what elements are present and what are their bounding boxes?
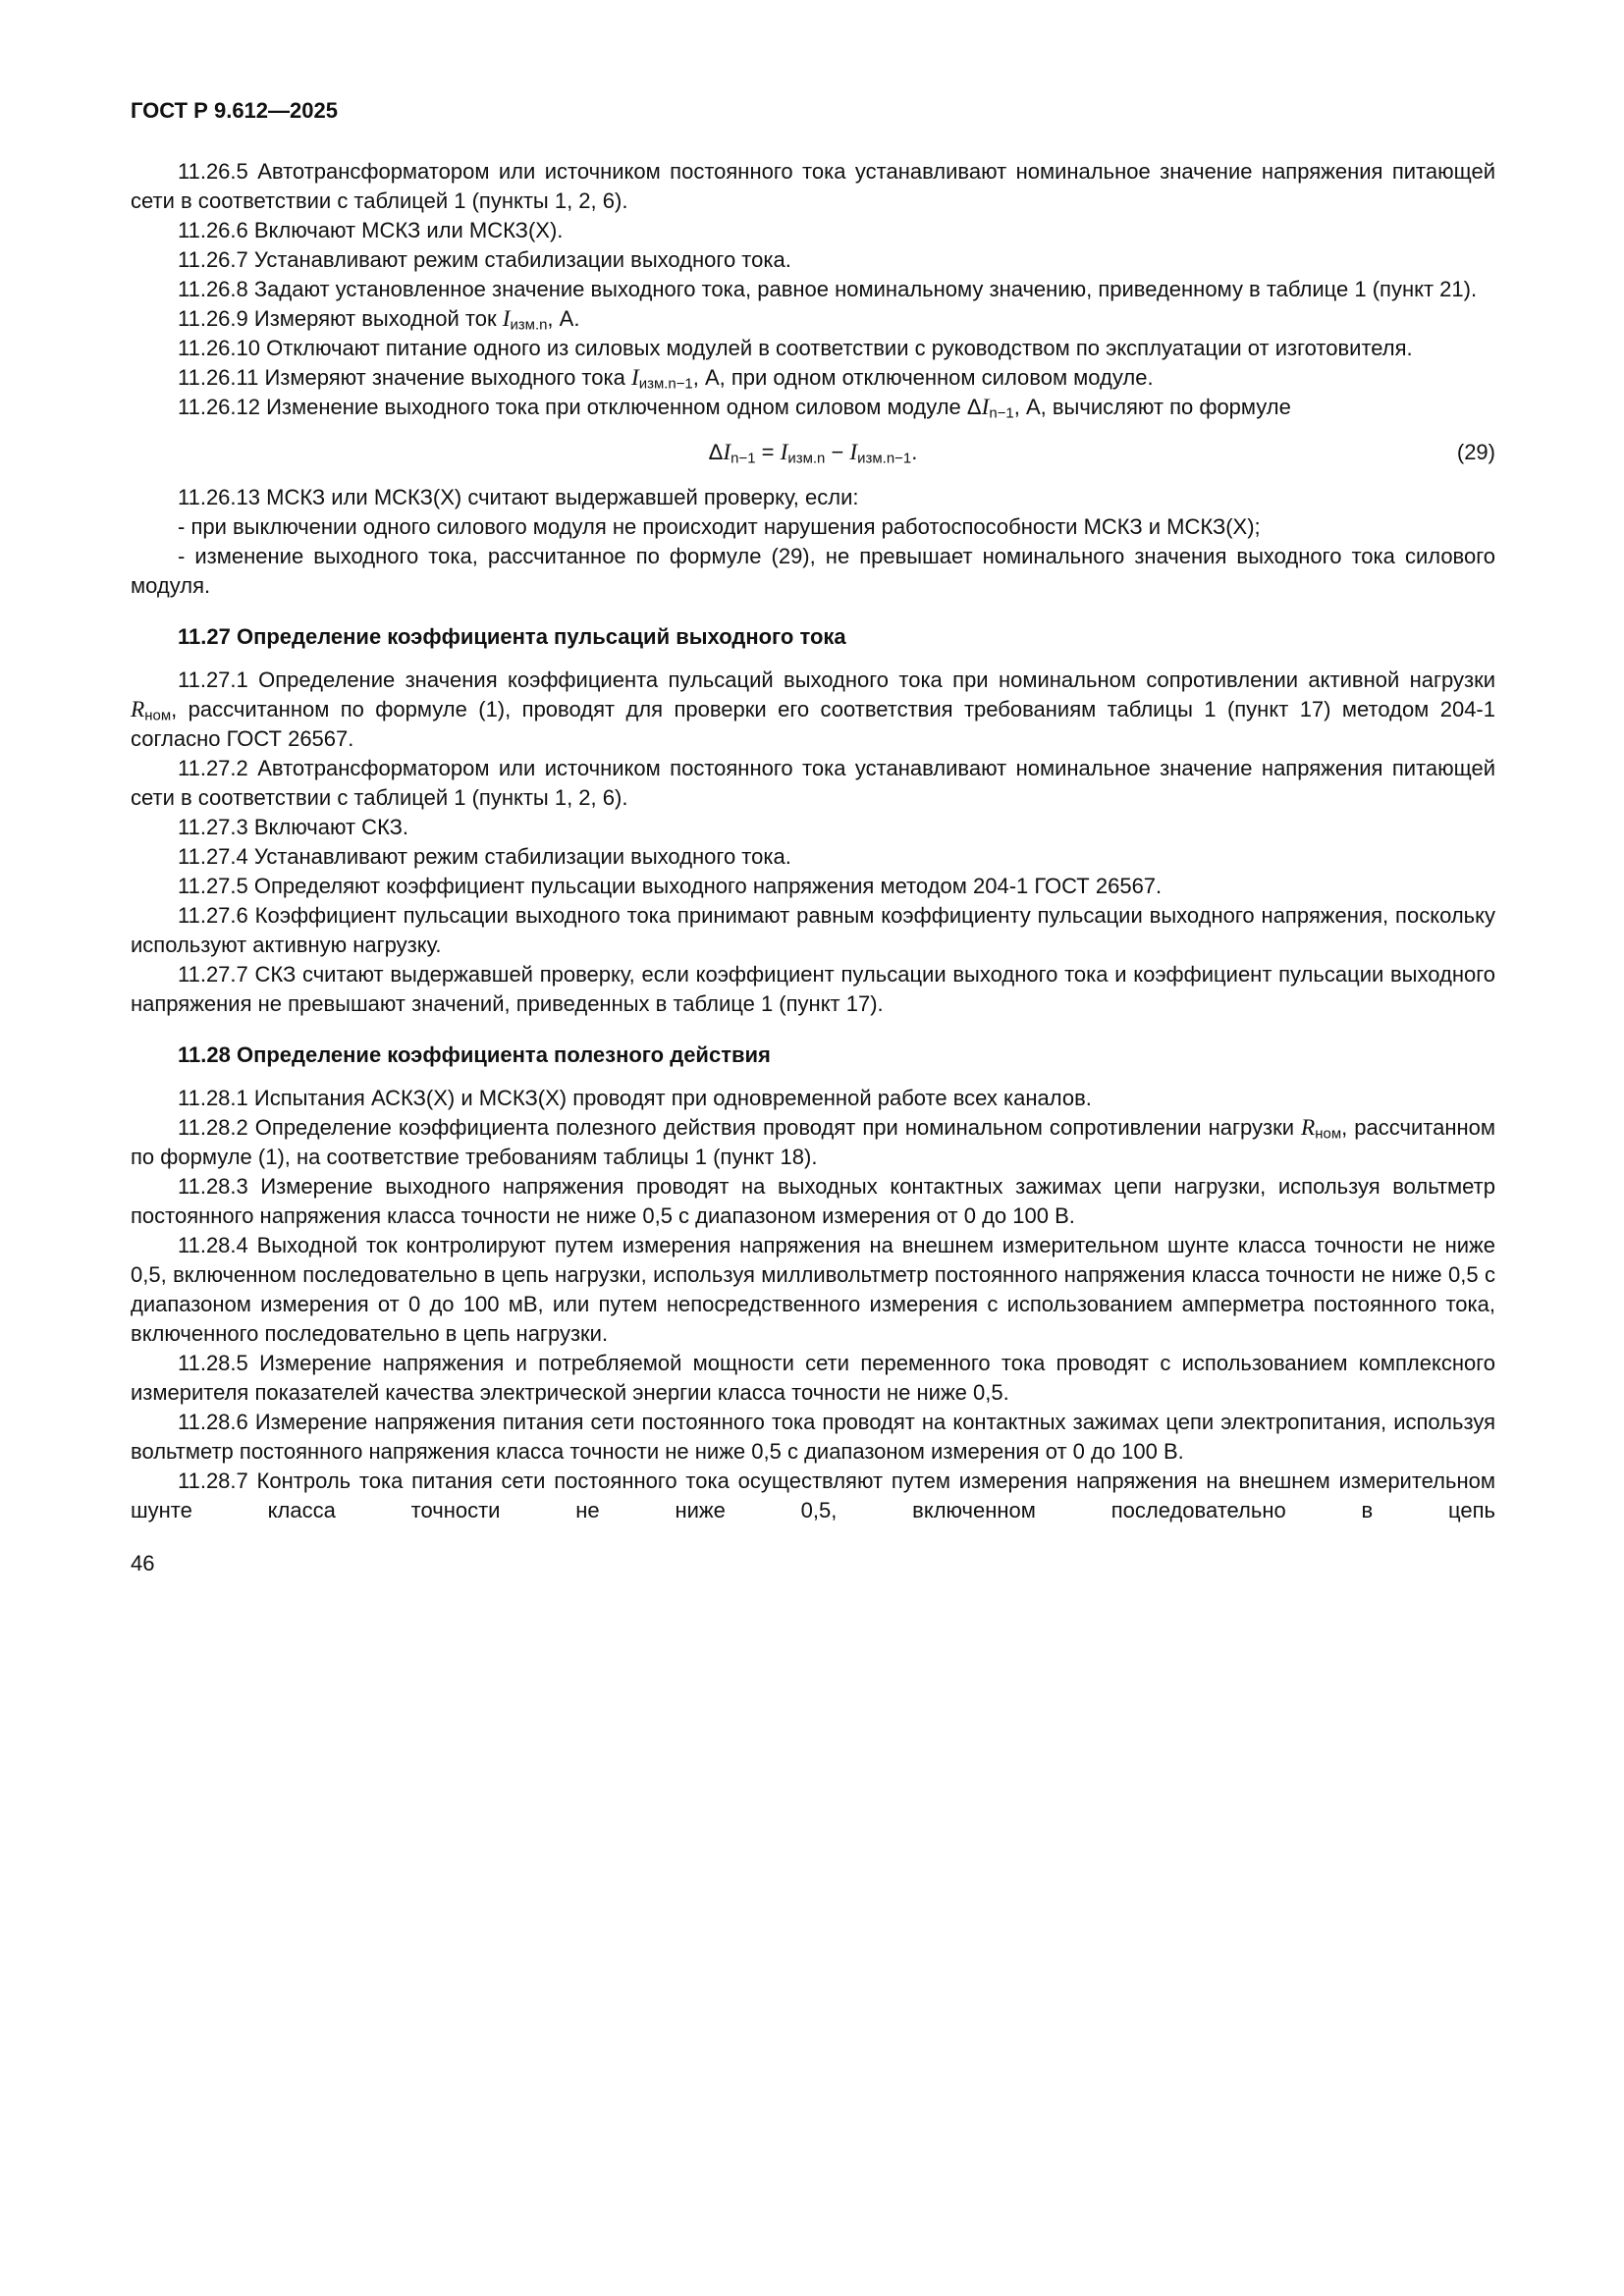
variable-symbol: I xyxy=(849,440,858,465)
paragraph: 11.28.3 Измерение выходного напряжения проводят на выходных контактных зажимах цепи нагрузки, используя вольтметр постоянного напряжения класса точности не ниже 0,5 с диапазоном измерения от 0 до 100 В. xyxy=(131,1174,1495,1228)
variable-symbol: I xyxy=(780,440,788,465)
paragraph: 11.27.5 Определяют коэффициент пульсации выходного напряжения методом 204-1 ГОСТ 26567. xyxy=(178,874,1163,898)
page-number: 46 xyxy=(131,1551,155,1575)
variable-subscript: n−1 xyxy=(731,450,756,467)
paragraph: - при выключении одного силового модуля не происходит нарушения работоспособности МСКЗ и МСКЗ(Х); xyxy=(178,514,1261,539)
formula-row xyxy=(131,438,1495,467)
paragraph: 11.26.13 МСКЗ или МСКЗ(Х) считают выдержавшей проверку, если: xyxy=(178,485,859,509)
variable-symbol: R xyxy=(1301,1115,1316,1141)
paragraph: 11.28.5 Измерение напряжения и потребляемой мощности сети переменного тока проводят с использованием комплексного измерителя показателей качества электрической энергии класса точности не ниже 0,5. xyxy=(131,1351,1495,1405)
paragraph: 11.27.2 Автотрансформатором или источником постоянного тока устанавливают номинальное значение напряжения питающей сети в соответствии с таблицей 1 (пункты 1, 2, 6). xyxy=(131,756,1495,810)
variable-symbol: I xyxy=(502,306,511,332)
paragraph: 11.28.6 Измерение напряжения питания сети постоянного тока проводят на контактных зажимах цепи электропитания, используя вольтметр постоянного напряжения класса точности не ниже 0,5 с диапазоном измерения от 0 до 100 В. xyxy=(131,1410,1495,1464)
section-heading: 11.27 Определение коэффициента пульсаций выходного тока xyxy=(178,624,846,649)
paragraph: 11.26.10 Отключают питание одного из силовых модулей в соответствии с руководством по эксплуатации от изготовителя. xyxy=(178,336,1413,360)
standard-designation: ГОСТ Р 9.612—2025 xyxy=(131,98,338,123)
paragraph: 11.27.1 Определение значения коэффициента пульсаций выходного тока при номинальном сопротивлении активной нагрузки $R_{ном}$, рассчитанном по формуле (1), проводят для проверки его соответствия требованиям таблицы 1 (пункт 17) методом 204-1 согласно ГОСТ 26567. xyxy=(131,667,1495,751)
paragraph: 11.26.7 Устанавливают режим стабилизации выходного тока. xyxy=(178,247,791,272)
variable-symbol: I xyxy=(723,440,731,465)
paragraph: 11.26.8 Задают установленное значение выходного тока, равное номинальному значению, приведенному в таблице 1 (пункт 21). xyxy=(178,277,1478,301)
formula-expression: $\Delta I_{n-1} = I_{изм.n} - I_{изм.n-1}$. xyxy=(708,440,918,467)
paragraph: 11.26.9 Измеряют выходной ток $I_{изм.n}$, А. xyxy=(178,306,580,334)
variable-subscript: n−1 xyxy=(989,404,1014,422)
paragraph: 11.28.4 Выходной ток контролируют путем измерения напряжения на внешнем измерительном шунте класса точности не ниже 0,5, включенном последовательно в цепь нагрузки, используя милливольтметр постоянного напряжения класса точности не ниже 0,5 с диапазоном измерения от 0 до 100 мВ, или путем непосредственного измерения с использованием амперметра постоянного тока, включенного последовательно в цепь нагрузки. xyxy=(131,1233,1495,1346)
paragraph: 11.28.2 Определение коэффициента полезного действия проводят при номинальном сопротивлении нагрузки $R_{ном}$, рассчитанном по формуле (1), на соответствие требованиям таблицы 1 (пункт 18). xyxy=(131,1115,1495,1169)
paragraph: 11.26.5 Автотрансформатором или источником постоянного тока устанавливают номинальное значение напряжения питающей сети в соответствии с таблицей 1 (пункты 1, 2, 6). xyxy=(131,159,1495,213)
paragraph: 11.27.6 Коэффициент пульсации выходного тока принимают равным коэффициенту пульсации выходного напряжения, поскольку используют активную нагрузку. xyxy=(131,903,1495,957)
paragraph: 11.26.11 Измеряют значение выходного тока $I_{изм.n-1}$, А, при одном отключенном силовом модуле. xyxy=(178,365,1154,393)
section-heading: 11.28 Определение коэффициента полезного действия xyxy=(178,1042,771,1067)
variable-subscript: изм.n−1 xyxy=(638,375,693,393)
document-footer xyxy=(131,1549,1495,1578)
variable-subscript: изм.n xyxy=(510,316,548,334)
document-body xyxy=(131,157,1495,1525)
variable-symbol: R xyxy=(131,697,145,722)
variable-subscript: ном xyxy=(1315,1125,1342,1143)
formula-number: (29) xyxy=(1456,440,1495,464)
paragraph: 11.26.6 Включают МСКЗ или МСКЗ(Х). xyxy=(178,218,564,242)
paragraph: 11.27.3 Включают СКЗ. xyxy=(178,815,409,839)
paragraph: - изменение выходного тока, рассчитанное по формуле (29), не превышает номинального значения выходного тока силового модуля. xyxy=(131,544,1495,598)
variable-subscript: изм.n−1 xyxy=(857,450,912,467)
variable-symbol: I xyxy=(981,395,990,420)
paragraph: 11.26.12 Изменение выходного тока при отключенном одном силовом модуле $\Delta I_{n-1}$, А, вычисляют по формуле xyxy=(178,395,1291,422)
variable-symbol: I xyxy=(630,365,639,391)
paragraph: 11.27.7 СКЗ считают выдержавшей проверку, если коэффициент пульсации выходного тока и коэффициент пульсации выходного напряжения не превышают значений, приведенных в таблице 1 (пункт 17). xyxy=(131,962,1495,1016)
paragraph: 11.27.4 Устанавливают режим стабилизации выходного тока. xyxy=(178,844,791,869)
paragraph: 11.28.1 Испытания АСКЗ(Х) и МСКЗ(Х) проводят при одновременной работе всех каналов. xyxy=(178,1086,1092,1110)
variable-subscript: изм.n xyxy=(787,450,826,467)
paragraph: 11.28.7 Контроль тока питания сети постоянного тока осуществляют путем измерения напряжения на внешнем измерительном шунте класса точности не ниже 0,5, включенном последовательно в цепь xyxy=(131,1468,1495,1522)
variable-subscript: ном xyxy=(144,707,172,724)
document-header xyxy=(131,98,1495,124)
